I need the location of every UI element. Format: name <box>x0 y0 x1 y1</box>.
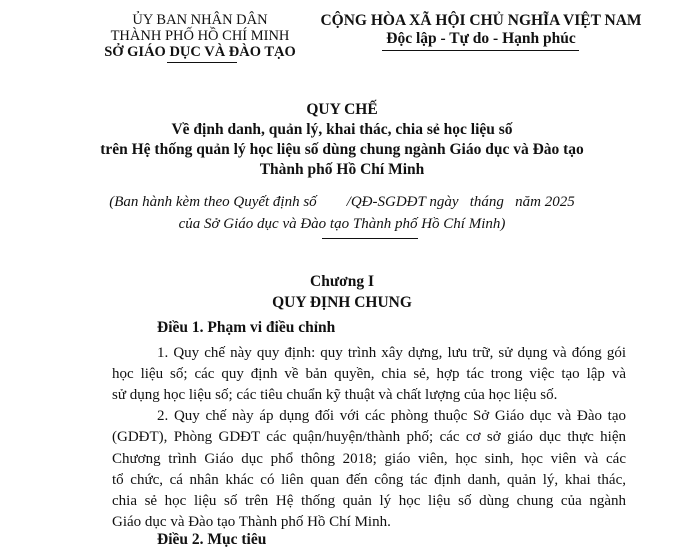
issuance-separator <box>322 238 418 239</box>
document-title: QUY CHẾ <box>306 101 378 118</box>
country-name: CỘNG HÒA XÃ HỘI CHỦ NGHĨA VIỆT NAM <box>320 12 642 29</box>
issuance-line-1: (Ban hành kèm theo Quyết định số /QĐ-SGDĐT ngày tháng năm 2025 <box>109 194 575 210</box>
paragraph-line: Giáo dục và Đào tạo Thành phố Hồ Chí Minh. <box>112 514 391 531</box>
chapter-heading <box>60 271 624 313</box>
chapter-number: Chương I <box>310 273 374 290</box>
motto: Độc lập - Tự do - Hạnh phúc <box>386 30 576 47</box>
issuance-line-2: của Sở Giáo dục và Đào tạo Thành phố Hồ Chí Minh) <box>178 216 506 232</box>
paragraph-line: 1. Quy chế này quy định: quy trình xây dựng, lưu trữ, sử dụng và đóng gói <box>157 345 626 361</box>
paragraph-line: tổ chức, cá nhân khác có liên quan đến công tác định danh, quản lý, khai thác, <box>112 471 626 488</box>
article-1-heading: Điều 1. Phạm vi điều chỉnh <box>157 319 336 336</box>
paragraph-line: 2. Quy chế này áp dụng đối với các phòng thuộc Sở Giáo dục và Đào tạo <box>157 408 626 424</box>
paragraph-line: học liệu số; các quy định về bản quyền, chia sẻ, hợp tác trong việc tạo lập và <box>112 366 626 382</box>
article-1-paragraph-1 <box>112 343 626 406</box>
agency-line-2: THÀNH PHỐ HỒ CHÍ MINH <box>110 28 290 44</box>
document-title-block <box>60 100 624 180</box>
chapter-name: QUY ĐỊNH CHUNG <box>272 294 412 311</box>
paragraph-line: Chương trình Giáo dục phổ thông 2018; giáo viên, học sinh, học viên và các <box>112 450 626 467</box>
motto-underline <box>382 50 579 51</box>
agency-line-3: SỞ GIÁO DỤC VÀ ĐÀO TẠO <box>104 44 296 60</box>
paragraph-line: chia sẻ học liệu số trên Hệ thống quản lý học liệu số dùng chung của ngành <box>112 493 626 510</box>
document-subtitle-2: trên Hệ thống quản lý học liệu số dùng chung ngành Giáo dục và Đào tạo <box>100 141 584 158</box>
agency-line-1: ỦY BAN NHÂN DÂN <box>132 12 268 28</box>
issuing-agency-block <box>95 12 305 60</box>
paragraph-line: (GDĐT), Phòng GDĐT các quận/huyện/thành phố; các cơ sở giáo dục thực hiện <box>112 429 626 446</box>
article-1-paragraph-2 <box>112 406 626 534</box>
paragraph-line: sử dụng học liệu số; các tiêu chuẩn kỹ thuật và chất lượng của học liệu số. <box>112 387 558 403</box>
document-subtitle-1: Về định danh, quản lý, khai thác, chia sẻ học liệu số <box>171 121 513 138</box>
article-2-heading: Điều 2. Mục tiêu <box>157 531 267 548</box>
issuance-note <box>60 191 624 235</box>
national-motto-block <box>312 12 650 48</box>
document-subtitle-3: Thành phố Hồ Chí Minh <box>259 161 425 178</box>
agency-underline <box>167 62 237 63</box>
